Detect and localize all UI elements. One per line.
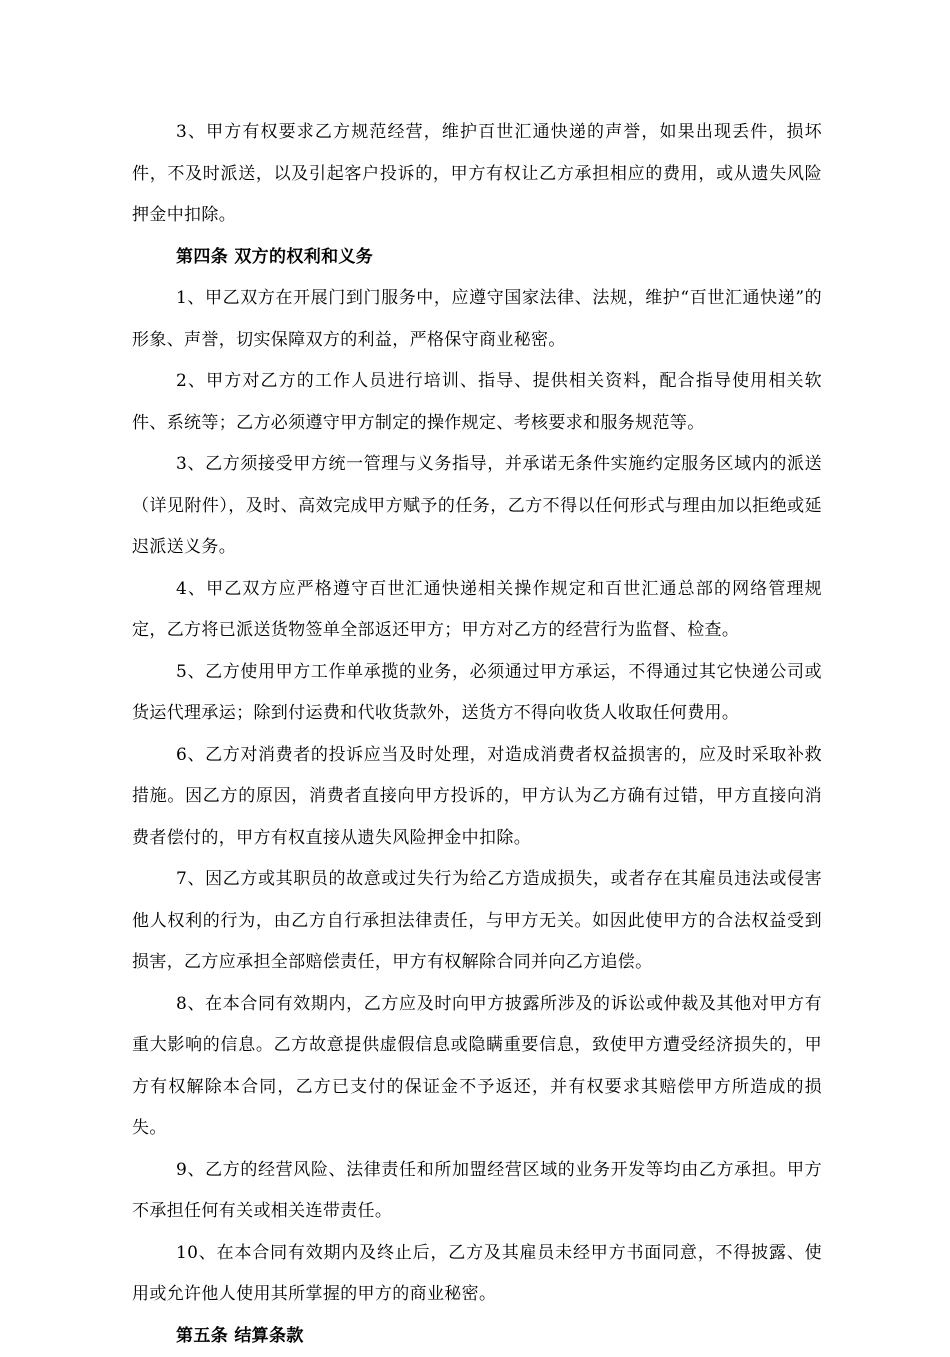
article-4-heading: 第四条 双方的权利和义务 [132, 237, 822, 279]
clause-4-2: 2、甲方对乙方的工作人员进行培训、指导、提供相关资料，配合指导使用相关软件、系统等；乙方必须遵守甲方制定的操作规定、考核要求和服务规范等。 [132, 361, 822, 444]
contract-body [132, 112, 822, 1357]
clause-4-7: 7、因乙方或其职员的故意或过失行为给乙方造成损失，或者存在其雇员违法或侵害他人权利的行为，由乙方自行承担法律责任，与甲方无关。如因此使甲方的合法权益受到损害，乙方应承担全部赔偿责任，甲方有权解除合同并向乙方追偿。 [132, 859, 822, 984]
clause-4-6: 6、乙方对消费者的投诉应当及时处理，对造成消费者权益损害的，应及时采取补救措施。因乙方的原因，消费者直接向甲方投诉的，甲方认为乙方确有过错，甲方直接向消费者偿付的，甲方有权直接从遗失风险押金中扣除。 [132, 735, 822, 860]
clause-4-3: 3、乙方须接受甲方统一管理与义务指导，并承诺无条件实施约定服务区域内的派送（详见附件），及时、高效完成甲方赋予的任务，乙方不得以任何形式与理由加以拒绝或延迟派送义务。 [132, 444, 822, 569]
clause-4-8: 8、在本合同有效期内，乙方应及时向甲方披露所涉及的诉讼或仲裁及其他对甲方有重大影响的信息。乙方故意提供虚假信息或隐瞒重要信息，致使甲方遭受经济损失的，甲方有权解除本合同，乙方已支付的保证金不予返还，并有权要求其赔偿甲方所造成的损失。 [132, 984, 822, 1150]
article-5-heading: 第五条 结算条款 [132, 1316, 822, 1357]
clause-4-9: 9、乙方的经营风险、法律责任和所加盟经营区域的业务开发等均由乙方承担。甲方不承担任何有关或相关连带责任。 [132, 1150, 822, 1233]
clause-4-1: 1、甲乙双方在开展门到门服务中，应遵守国家法律、法规，维护“百世汇通快递”的形象、声誉，切实保障双方的利益，严格保守商业秘密。 [132, 278, 822, 361]
clause-4-4: 4、甲乙双方应严格遵守百世汇通快递相关操作规定和百世汇通总部的网络管理规定，乙方将已派送货物签单全部返还甲方；甲方对乙方的经营行为监督、检查。 [132, 569, 822, 652]
clause-4-10: 10、在本合同有效期内及终止后，乙方及其雇员未经甲方书面同意，不得披露、使用或允许他人使用其所掌握的甲方的商业秘密。 [132, 1233, 822, 1316]
clause-3-3: 3、甲方有权要求乙方规范经营，维护百世汇通快递的声誉，如果出现丢件，损坏件，不及时派送，以及引起客户投诉的，甲方有权让乙方承担相应的费用，或从遗失风险押金中扣除。 [132, 112, 822, 237]
clause-4-5: 5、乙方使用甲方工作单承揽的业务，必须通过甲方承运，不得通过其它快递公司或货运代理承运；除到付运费和代收货款外，送货方不得向收货人收取任何费用。 [132, 652, 822, 735]
